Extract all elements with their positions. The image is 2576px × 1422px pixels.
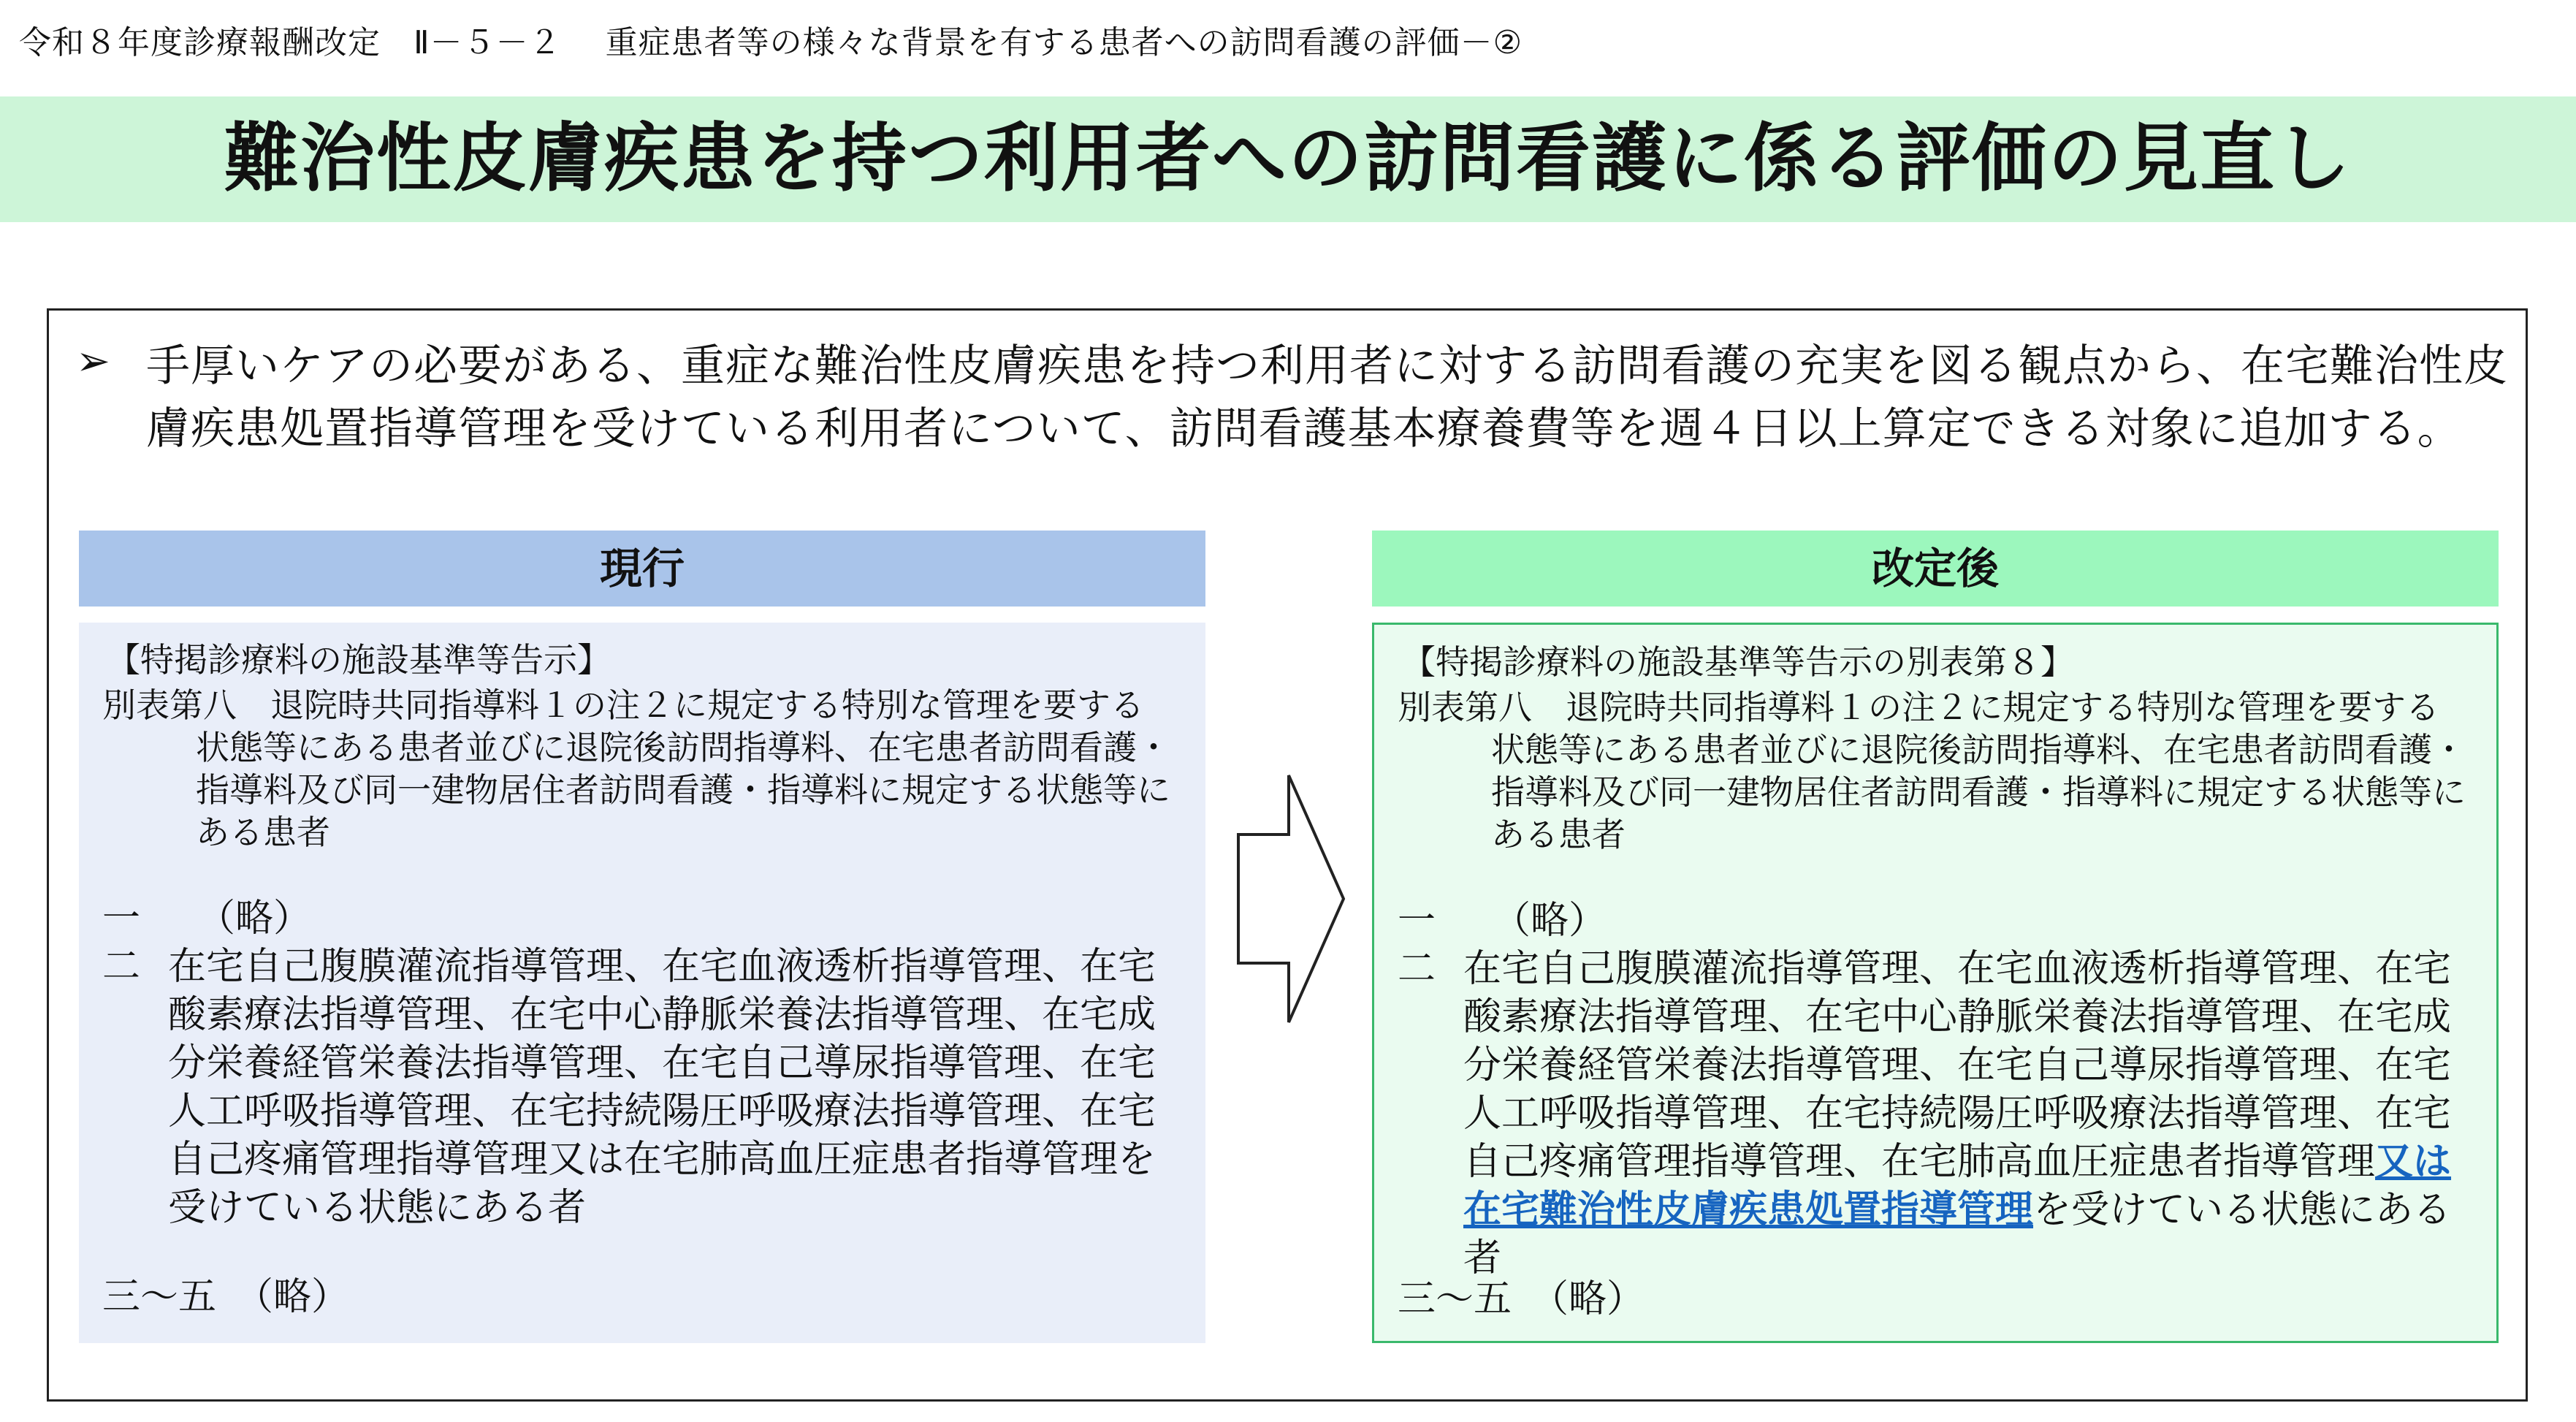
revised-item2-text (1463, 945, 2486, 1282)
current-line1: 別表第八 退院時共同指導料１の注２に規定する特別な管理を要する (102, 685, 1144, 725)
current-item1-num: 一 (102, 897, 141, 940)
right-arrow-icon (1236, 773, 1346, 1024)
summary-text: 手厚いケアの必要がある、重症な難治性皮膚疾患を持つ利用者に対する訪問看護の充実を図る観点から、在宅難治性皮膚疾患処置指導管理を受けている利用者について、訪問看護基本療養費等を週４日以上算定できる対象に追加する。 (146, 341, 2508, 455)
revised-heading: 【特掲診療料の施設基準等告示の別表第８】 (1402, 642, 2074, 682)
breadcrumb: 令和８年度診療報酬改定 Ⅱ－５－２ 重症患者等の様々な背景を有する患者への訪問看護の評価－② (19, 24, 1523, 61)
revised-item1-num: 一 (1398, 899, 1436, 943)
current-line1-cont: 状態等にある患者並びに退院後訪問指導料、在宅患者訪問看護・指導料及び同一建物居住者訪問看護・指導料に規定する状態等にある患者 (196, 728, 1170, 852)
current-item1-text: （略） (197, 897, 312, 940)
revised-line1: 別表第八 退院時共同指導料１の注２に規定する特別な管理を要する (1398, 688, 2439, 727)
title-band (0, 96, 2576, 222)
revised-item2-num: 二 (1398, 947, 1436, 991)
bullet-arrow-icon: ➢ (76, 338, 110, 385)
current-heading: 【特掲診療料の施設基準等告示】 (107, 640, 611, 680)
current-item2-num: 二 (102, 945, 141, 989)
revised-item2-text-b: を受けている状態にある者 (1463, 1188, 2452, 1280)
page-title: 難治性皮膚疾患を持つ利用者への訪問看護に係る評価の見直し (224, 115, 2352, 202)
current-panel (79, 623, 1205, 1343)
revised-added-text: 又は在宅難治性皮膚疾患処置指導管理 (1463, 1140, 2452, 1232)
revised-panel (1372, 623, 2499, 1343)
current-header: 現行 (79, 531, 1205, 607)
revised-header: 改定後 (1372, 531, 2499, 607)
revised-line1-cont: 状態等にある患者並びに退院後訪問指導料、在宅患者訪問看護・指導料及び同一建物居住者訪問看護・指導料に規定する状態等にある患者 (1491, 730, 2466, 854)
revised-item2-text-a: 在宅自己腹膜灌流指導管理、在宅血液透析指導管理、在宅酸素療法指導管理、在宅中心静脈栄養法指導管理、在宅成分栄養経管栄養法指導管理、在宅自己導尿指導管理、在宅人工呼吸指導管理、在宅持続陽圧呼吸療法指導管理、在宅自己疼痛管理指導管理、在宅肺高血圧症患者指導管理 (1463, 947, 2452, 1184)
current-item2-text: 在宅自己腹膜灌流指導管理、在宅血液透析指導管理、在宅酸素療法指導管理、在宅中心静脈栄養法指導管理、在宅成分栄養経管栄養法指導管理、在宅自己導尿指導管理、在宅人工呼吸指導管理、在宅持続陽圧呼吸療法指導管理、在宅自己疼痛管理指導管理又は在宅肺高血圧症患者指導管理を受けている状態にある者 (168, 945, 1156, 1230)
revised-item1-text: （略） (1493, 899, 1607, 943)
current-item3: 三～五 （略） (102, 1275, 350, 1319)
revised-item3: 三～五 （略） (1398, 1277, 1645, 1321)
